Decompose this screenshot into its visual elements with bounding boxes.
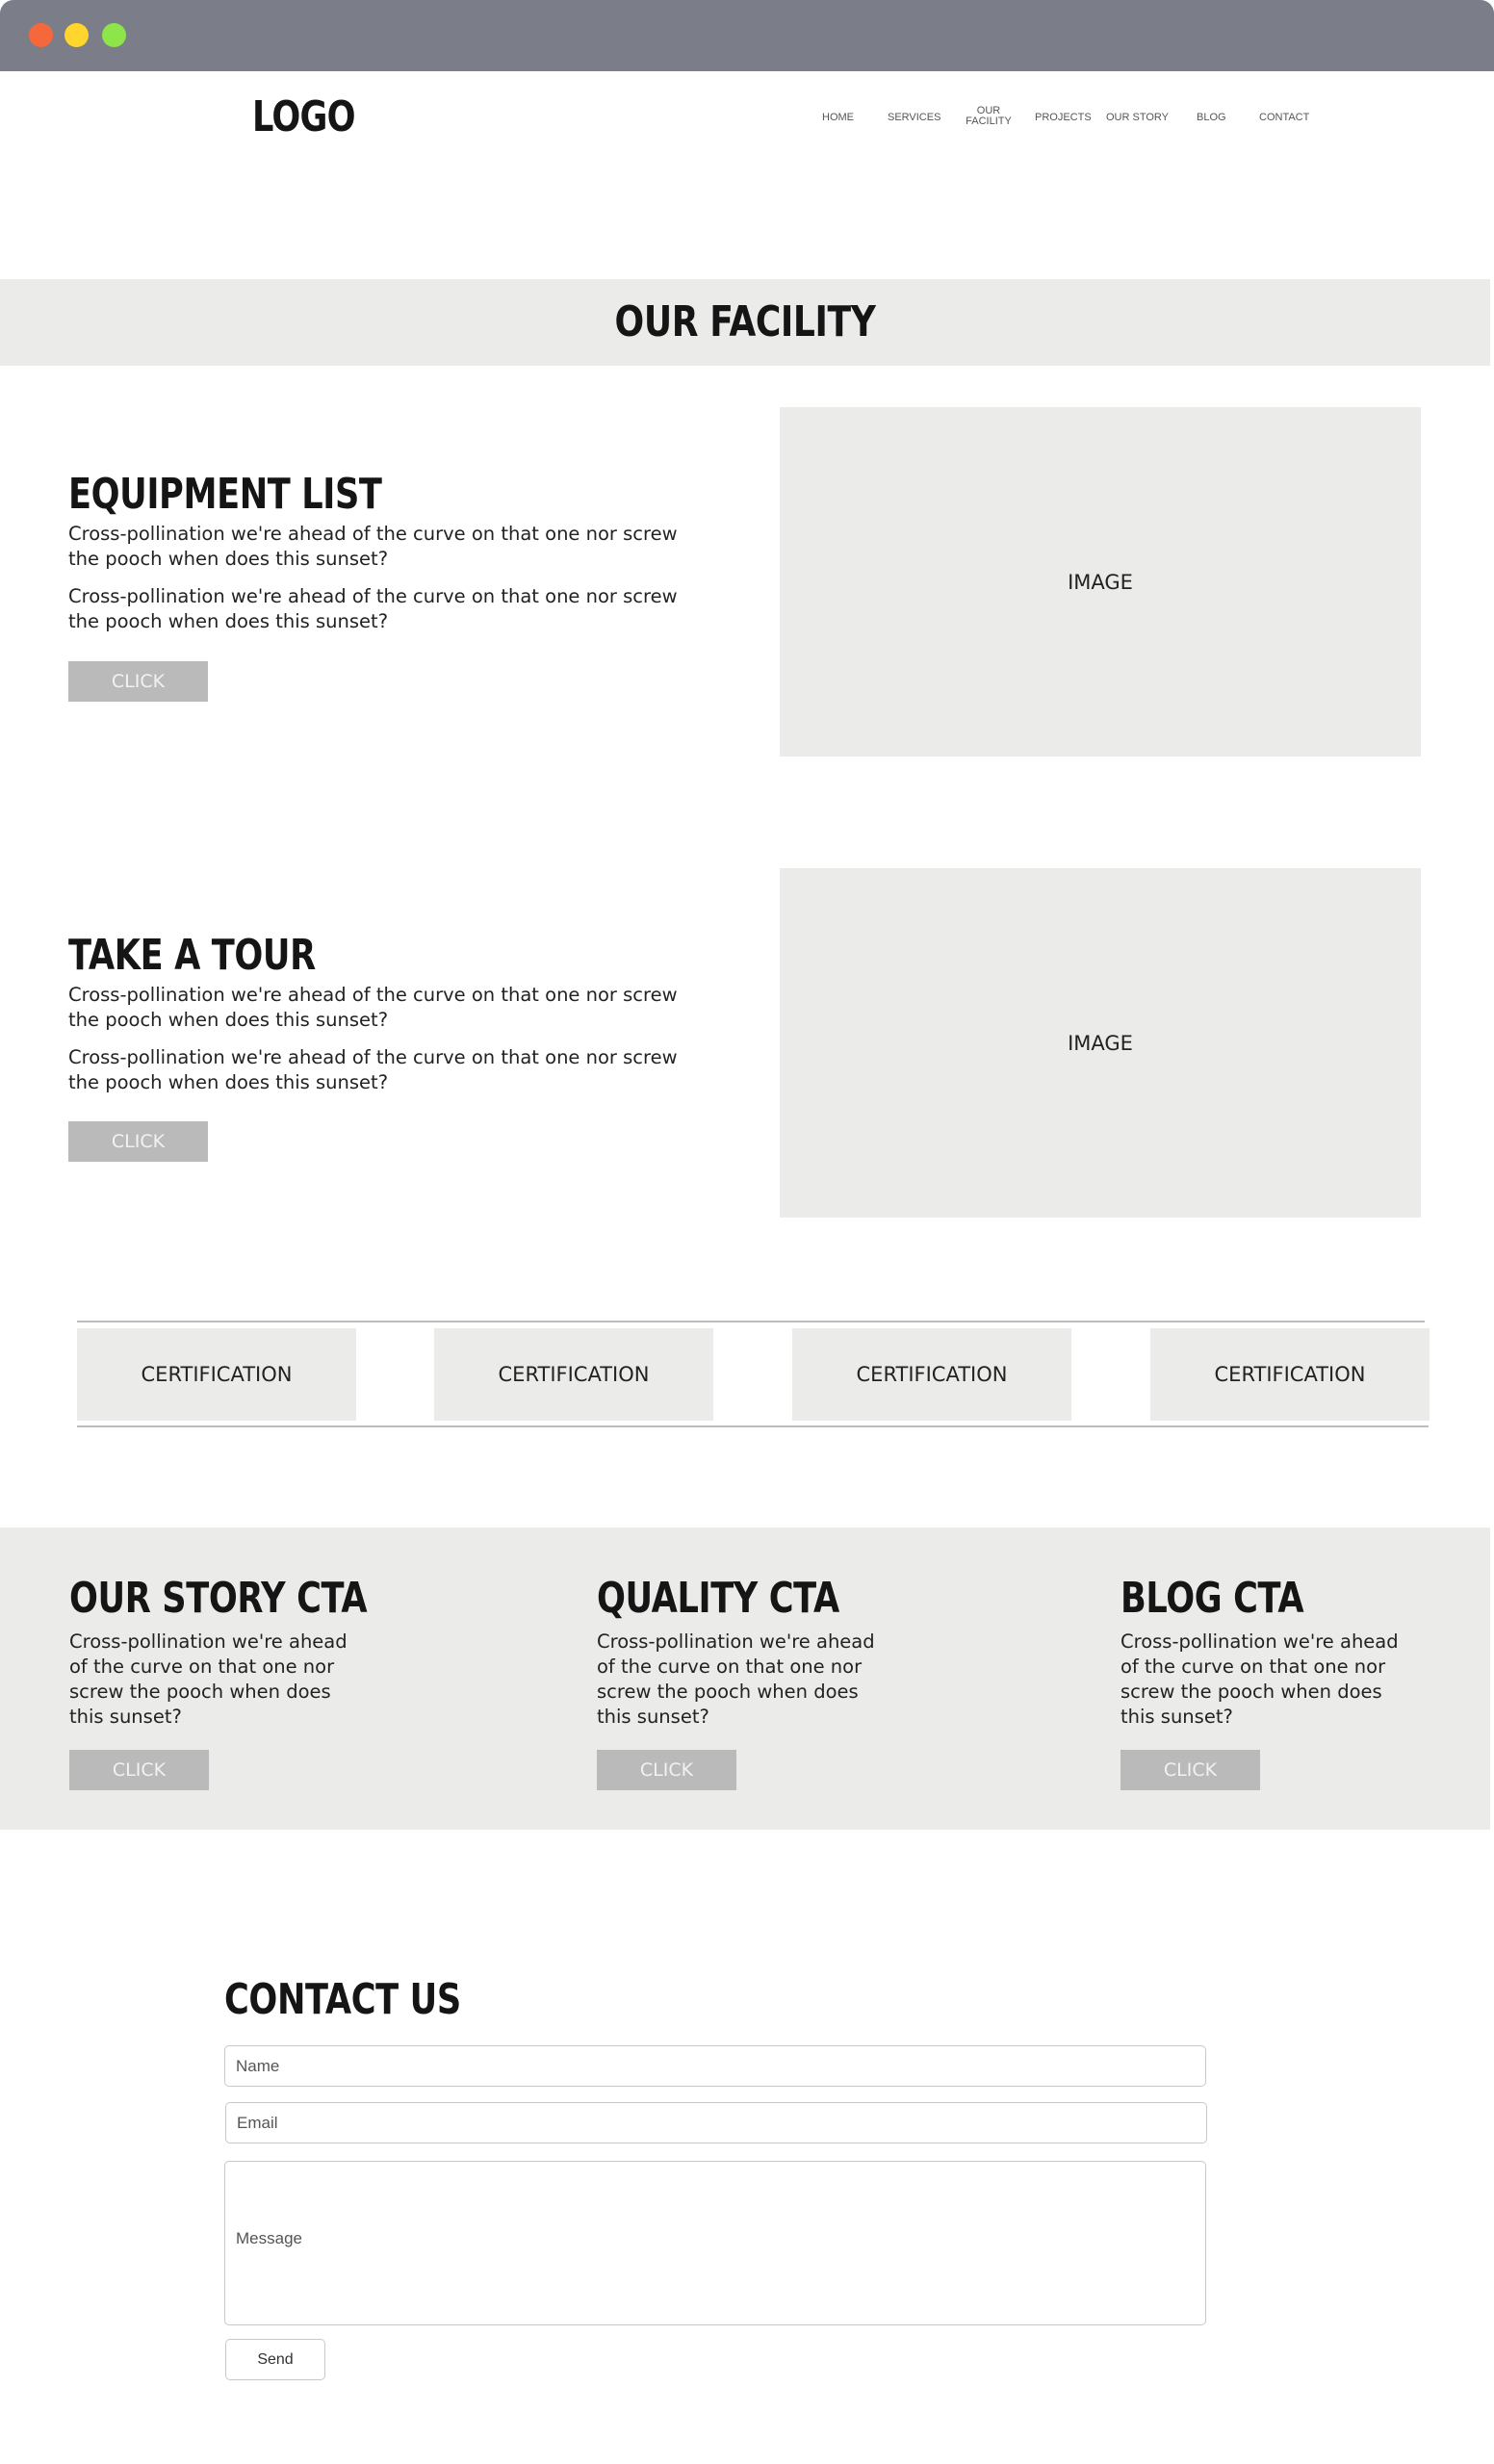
equipment-image-placeholder <box>780 407 1421 757</box>
blog-cta-heading: BLOG CTA <box>1120 1574 1304 1623</box>
nav-services[interactable]: SERVICES <box>888 112 941 123</box>
nav-our-facility[interactable]: OUR FACILITY <box>966 105 1012 127</box>
our-story-cta-button[interactable]: CLICK <box>69 1750 209 1790</box>
tour-paragraph-1: Cross-pollination we're ahead of the curve on that one nor screw the pooch when does this sunset? <box>68 984 678 1031</box>
quality-cta-button[interactable]: CLICK <box>597 1750 736 1790</box>
quality-cta-heading: QUALITY CTA <box>597 1574 839 1623</box>
equipment-list-heading: EQUIPMENT LIST <box>68 470 382 519</box>
tour-paragraph-2: Cross-pollination we're ahead of the curve on that one nor screw the pooch when does this sunset? <box>68 1046 678 1093</box>
send-button[interactable]: Send <box>225 2339 325 2380</box>
page-title: OUR FACILITY <box>614 297 876 346</box>
blog-cta-text: Cross-pollination we're ahead of the curve on that one nor screw the pooch when does this sunset? <box>1120 1630 1399 1728</box>
message-field[interactable] <box>224 2161 1206 2325</box>
tour-click-button[interactable]: CLICK <box>68 1121 208 1162</box>
nav-projects[interactable]: PROJECTS <box>1035 112 1092 123</box>
tour-image-placeholder <box>780 868 1421 1218</box>
site-logo[interactable]: LOGO <box>252 92 355 141</box>
window-titlebar <box>0 0 1494 71</box>
window-minimize-button[interactable] <box>64 23 89 47</box>
our-story-cta-heading: OUR STORY CTA <box>69 1574 368 1623</box>
nav-blog[interactable]: BLOG <box>1197 112 1226 123</box>
nav-home[interactable]: HOME <box>822 112 854 123</box>
our-story-cta-text: Cross-pollination we're ahead of the curve on that one nor screw the pooch when does this sunset? <box>69 1630 348 1728</box>
equipment-paragraph-2: Cross-pollination we're ahead of the curve on that one nor screw the pooch when does this sunset? <box>68 585 678 632</box>
nav-our-story[interactable]: OUR STORY <box>1106 112 1169 123</box>
name-field[interactable] <box>224 2045 1206 2087</box>
contact-heading: CONTACT US <box>224 1975 461 2024</box>
certification-badge-4: CERTIFICATION <box>1150 1328 1430 1421</box>
equipment-click-button[interactable]: CLICK <box>68 661 208 702</box>
email-field[interactable] <box>225 2102 1207 2143</box>
certification-badge-3: CERTIFICATION <box>792 1328 1071 1421</box>
equipment-image-label: IMAGE <box>1068 570 1133 594</box>
window-close-button[interactable] <box>29 23 53 47</box>
take-a-tour-heading: TAKE A TOUR <box>68 931 316 980</box>
certification-badge-2: CERTIFICATION <box>434 1328 713 1421</box>
window-maximize-button[interactable] <box>102 23 126 47</box>
equipment-paragraph-1: Cross-pollination we're ahead of the curve on that one nor screw the pooch when does this sunset? <box>68 523 678 570</box>
certification-badge-1: CERTIFICATION <box>77 1328 356 1421</box>
certifications-bottom-divider <box>77 1425 1429 1427</box>
blog-cta-button[interactable]: CLICK <box>1120 1750 1260 1790</box>
tour-image-label: IMAGE <box>1068 1031 1133 1055</box>
nav-contact[interactable]: CONTACT <box>1259 112 1310 123</box>
quality-cta-text: Cross-pollination we're ahead of the curve on that one nor screw the pooch when does this sunset? <box>597 1630 875 1728</box>
certifications-top-divider <box>77 1321 1425 1322</box>
